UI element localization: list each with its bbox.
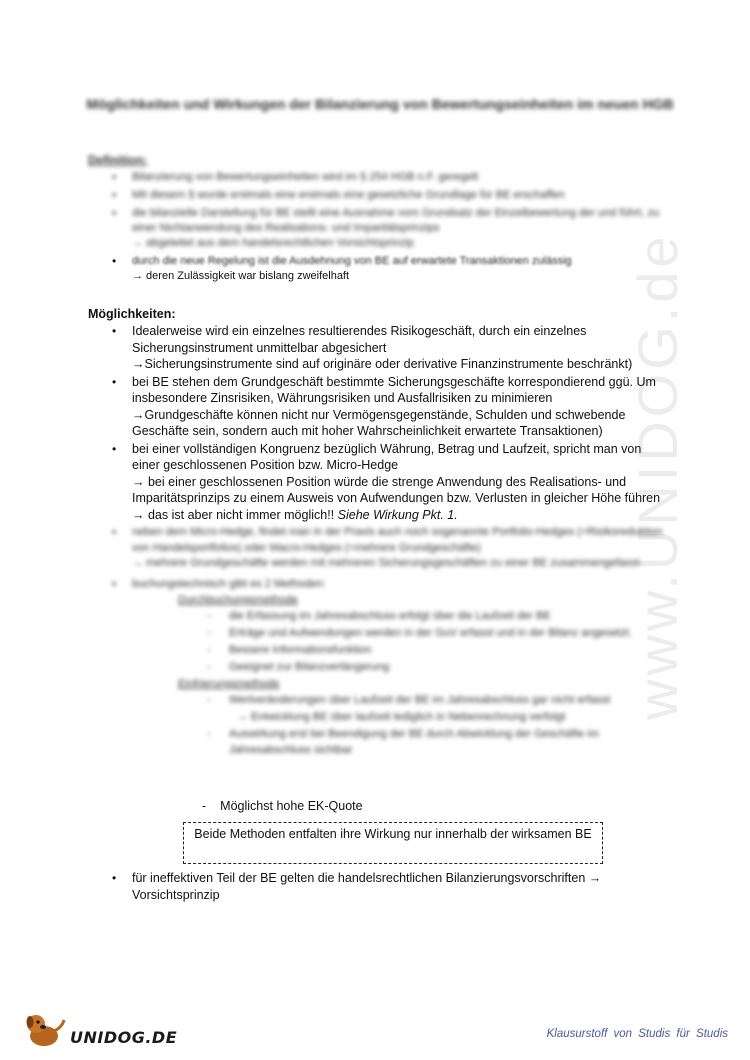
moeglichkeiten-list [88, 323, 668, 759]
dog-icon [22, 1010, 68, 1050]
list-item: - Geeignet zur Bilanzverlängerung [207, 660, 390, 673]
method2-list [132, 692, 668, 758]
moeglichkeiten-heading: Möglichkeiten: [88, 307, 176, 321]
watermark: www.UNIDOG.de [626, 232, 689, 720]
method-heading: Einfrierungsmethode [178, 677, 280, 690]
list-item: • Idealerweise wird ein einzelnes resultierendes Risikogeschäft, durch ein einzelnes Sicherungsinstrument unmittelbar abgesichert →Sicherungsinstrumente sind auf originäre oder derivative Finanzinstrumente beschränkt) [112, 324, 633, 371]
list-item: - Erträge und Aufwendungen werden in der GuV erfasst und in der Bilanz angesetzt. [207, 626, 632, 639]
list-item: → Entwicklung BE über laufzeit lediglich in Nebenrechnung verfolgt [237, 710, 566, 723]
list-item: • für ineffektiven Teil der BE gelten die handelsrechtlichen Bilanzierungsvorschriften → Vorsichtsprinzip [112, 871, 602, 902]
definition-list [88, 170, 678, 287]
list-item: • neben dem Micro-Hedge, findet man in der Praxis auch noch sogenannte Portfolio-Hedges (=Risikoreduktion von Handelsportfolios) oder Macro-Hedges (=mehrere Grundgeschäfte) → mehrere Grundgeschäfte werden mit mehreren Sicherungsgeschäften zu einer BE zusammengefasst [112, 525, 663, 569]
footer-tagline: Klausurstoff von Studis für Studis [546, 1028, 728, 1040]
list-item: • bei BE stehen dem Grundgeschäft bestimmte Sicherungsgeschäfte korrespondierend ggü. Um insbesondere Zinsrisiken, Währungsrisiken und Ausfallrisiken zu minimieren →Grundgeschäfte können nicht nur Vermögensgegenstände, Schulden und schwebende Geschäfte sein, sondern auch mit hoher Wahrscheinlichkeit erwartete Transaktionen) [112, 374, 656, 438]
list-item: - Wertveränderungen über Laufzeit der BE im Jahresabschluss gar nicht erfasst [207, 693, 611, 706]
list-item: - Bessere Informationsfunktion [207, 643, 372, 656]
list-item: - Auswirkung erst bei Beendigung der BE durch Abwicklung der Geschäfte im Jahresabschluss sichtbar [207, 727, 599, 756]
dashed-note-box: Beide Methoden entfalten ihre Wirkung nur innerhalb der wirksamen BE [183, 822, 603, 864]
list-item: • durch die neue Regelung ist die Ausdehnung von BE auf erwartete Transaktionen zulässig → deren Zulässigkeit war bislang zweifelhaft [112, 254, 572, 282]
list-item: • buchungstechnisch gibt es 2 Methoden: Durchbuchungsmethode - die Erfassung im Jahresabschluss erfolgt über die Laufzeit der BE - Erträge und Aufwendungen werden in der GuV erfasst und in der Bilanz angesetzt. - Bessere Informationsfunktion - Geeignet zur Bilanzverlängerung Einfrierungsmethode - Wertveränderungen über Laufzeit der BE im Jahresabschluss gar nicht erfasst → Entwicklung BE über laufzeit lediglich in Nebenrechnung verfolgt - Auswirkung erst bei Beendigung der BE durch Abwicklung der Geschäfte im Jahresabschluss sichtbar [88, 576, 668, 758]
logo-text: UNIDOG.DE [70, 1028, 178, 1047]
list-item: • die bilanzielle Darstellung für BE stellt eine Ausnahme vom Grundsatz der Einzelbewertung der und führt, zu einer Nichtanwendung des Realisations- und Imparitätsprinzips → abgeleitet aus dem handelsrechtlichen Vorsichtsprinzip [112, 206, 660, 249]
definition-heading: Definition: [88, 153, 148, 167]
document-title: Möglichkeiten und Wirkungen der Bilanzierung von Bewertungseinheiten im neuen HGB [86, 96, 674, 112]
list-item: • Mit diesem § wurde erstmals eine erstmals eine gesetzliche Grundlage für BE erschaffen [112, 188, 565, 202]
ek-quote-item: - Möglichst hohe EK-Quote [202, 799, 363, 813]
method1-list [132, 608, 668, 675]
method-heading: Durchbuchungsmethode [178, 593, 298, 606]
list-item: • bei einer vollständigen Kongruenz bezüglich Währung, Betrag und Laufzeit, spricht man von einer geschlossenen Position bzw. Micro-Hedge → bei einer geschlossenen Position würde die strenge Anwendung des Realisations- und Imparitätsprinzips zu einem Ausweis von Aufwendungen bzw. Verlusten in gleicher Höhe führen → das ist aber nicht immer möglich!! Siehe Wirkung Pkt. 1. [112, 441, 661, 522]
list-item: • Bilanzierung von Bewertungseinheiten wird im § 254 HGB n.F. geregelt [112, 170, 479, 184]
last-list [88, 870, 668, 903]
unidog-logo[interactable] [22, 1010, 182, 1050]
list-item: - die Erfassung im Jahresabschluss erfolgt über die Laufzeit der BE [207, 609, 551, 622]
